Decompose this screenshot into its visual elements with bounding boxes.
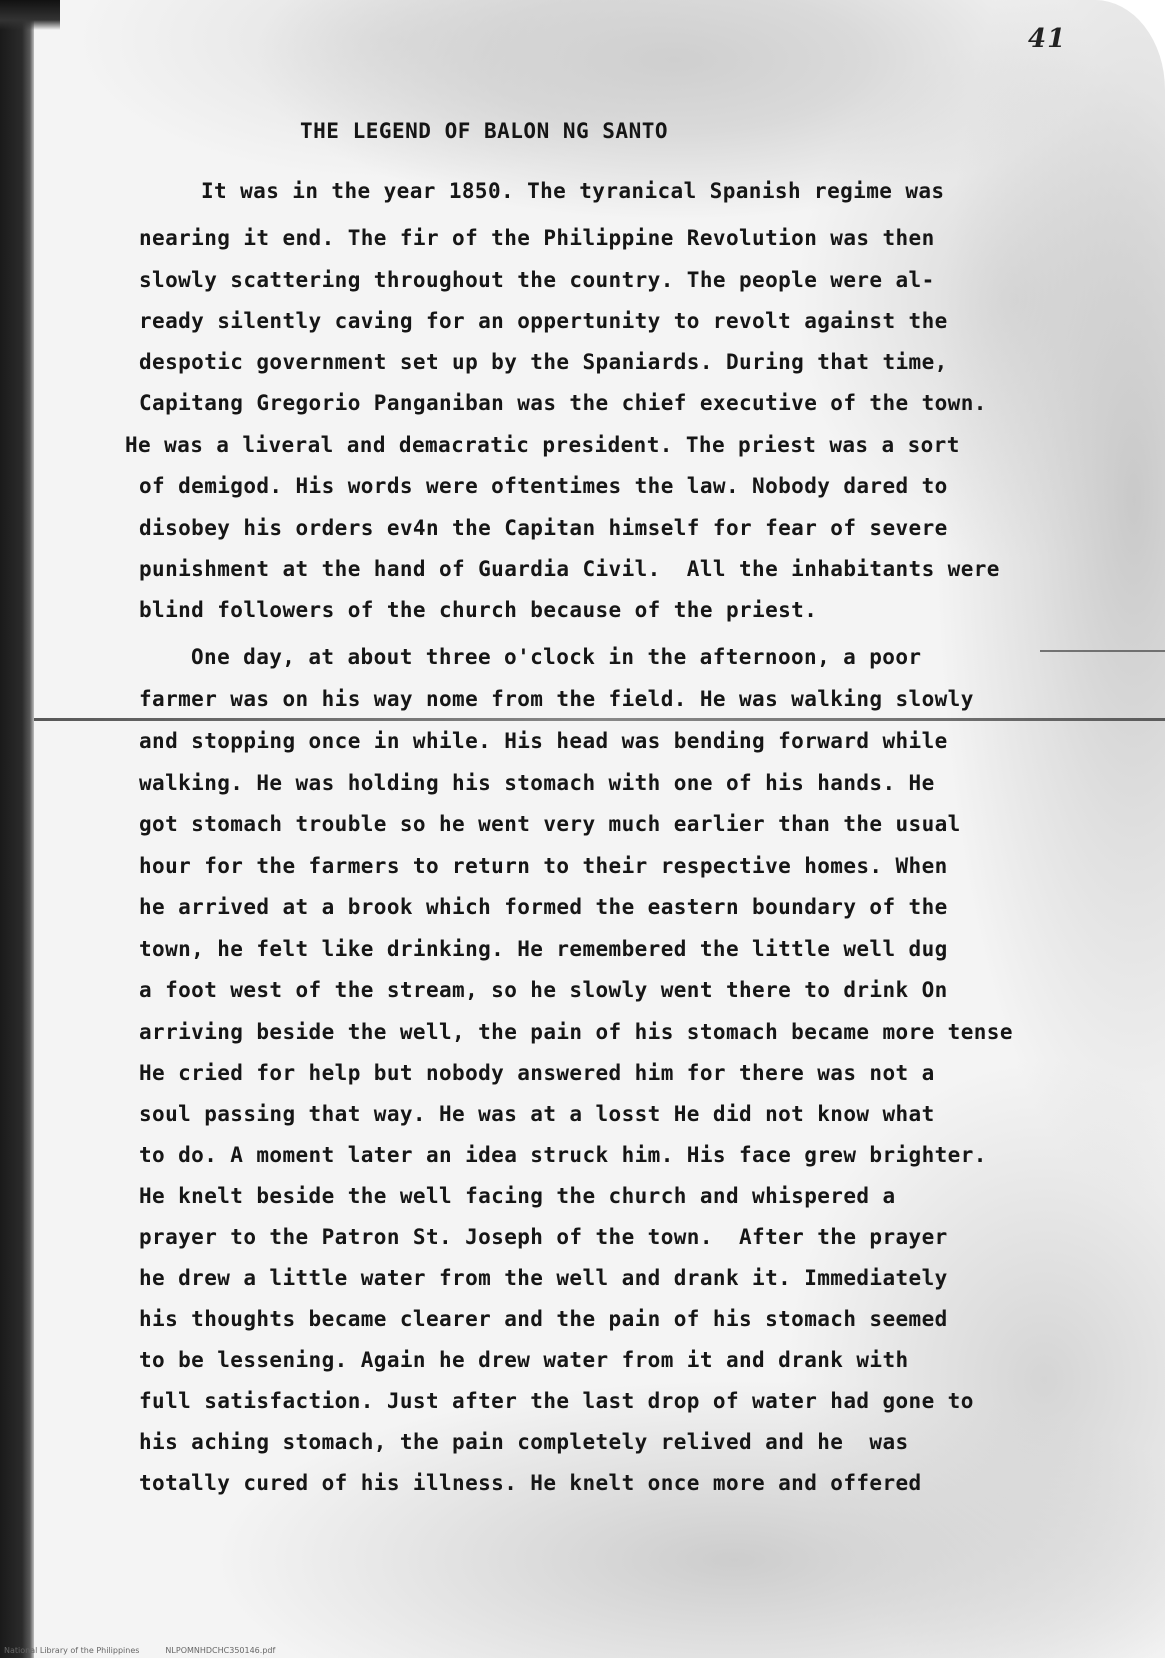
text-line: and stopping once in while. His head was bending forward while <box>139 729 948 753</box>
text-line: he arrived at a brook which formed the eastern boundary of the <box>139 895 948 919</box>
text-line: to do. A moment later an idea struck him. His face grew brighter. <box>139 1143 987 1167</box>
page-number: 41 <box>1028 24 1067 54</box>
text-line: totally cured of his illness. He knelt once more and offered <box>139 1471 922 1495</box>
text-line: he drew a little water from the well and drank it. Immediately <box>139 1266 948 1290</box>
text-line: disobey his orders ev4n the Capitan himself for fear of severe <box>139 516 948 540</box>
text-line: full satisfaction. Just after the last drop of water had gone to <box>139 1389 974 1413</box>
text-line: soul passing that way. He was at a losst He did not know what <box>139 1102 935 1126</box>
scan-footer <box>4 1646 301 1655</box>
text-line: a foot west of the stream, so he slowly went there to drink On <box>139 978 948 1002</box>
text-line: slowly scattering throughout the country. The people were al- <box>139 268 935 292</box>
text-line: to be lessening. Again he drew water from it and drank with <box>139 1348 909 1372</box>
text-line: He knelt beside the well facing the church and whispered a <box>139 1184 896 1208</box>
text-line: arriving beside the well, the pain of his stomach became more tense <box>139 1020 1013 1044</box>
text-line: He cried for help but nobody answered him for there was not a <box>139 1061 935 1085</box>
text-line: farmer was on his way nome from the field. He was walking slowly <box>139 687 974 711</box>
footer-library: National Library of the Philippines <box>4 1646 140 1655</box>
text-line: of demigod. His words were oftentimes the law. Nobody dared to <box>139 474 948 498</box>
text-line: town, he felt like drinking. He remembered the little well dug <box>139 937 948 961</box>
text-line: despotic government set up by the Spaniards. During that time, <box>139 350 948 374</box>
footer-file: NLPOMNHDCHC350146.pdf <box>165 1646 276 1655</box>
text-line: his thoughts became clearer and the pain of his stomach seemed <box>139 1307 948 1331</box>
text-line: got stomach trouble so he went very much earlier than the usual <box>139 812 961 836</box>
text-line: It was in the year 1850. The tyranical Spanish regime was <box>201 179 945 203</box>
text-line: his aching stomach, the pain completely relived and he was <box>139 1430 909 1454</box>
text-line: ready silently caving for an oppertunity to revolt against the <box>139 309 948 333</box>
text-line: He was a liveral and demacratic president. The priest was a sort <box>125 433 960 457</box>
document-title: THE LEGEND OF BALON NG SANTO <box>300 119 669 143</box>
text-line: prayer to the Patron St. Joseph of the town. After the prayer <box>139 1225 948 1249</box>
text-line: hour for the farmers to return to their respective homes. When <box>139 854 948 878</box>
text-line: walking. He was holding his stomach with one of his hands. He <box>139 771 935 795</box>
text-line: One day, at about three o'clock in the afternoon, a poor <box>191 645 922 669</box>
text-line: Capitang Gregorio Panganiban was the chief executive of the town. <box>139 391 987 415</box>
text-line: punishment at the hand of Guardia Civil. All the inhabitants were <box>139 557 1000 581</box>
text-line: blind followers of the church because of the priest. <box>139 598 818 622</box>
text-line: nearing it end. The fir of the Philippine Revolution was then <box>139 226 935 250</box>
